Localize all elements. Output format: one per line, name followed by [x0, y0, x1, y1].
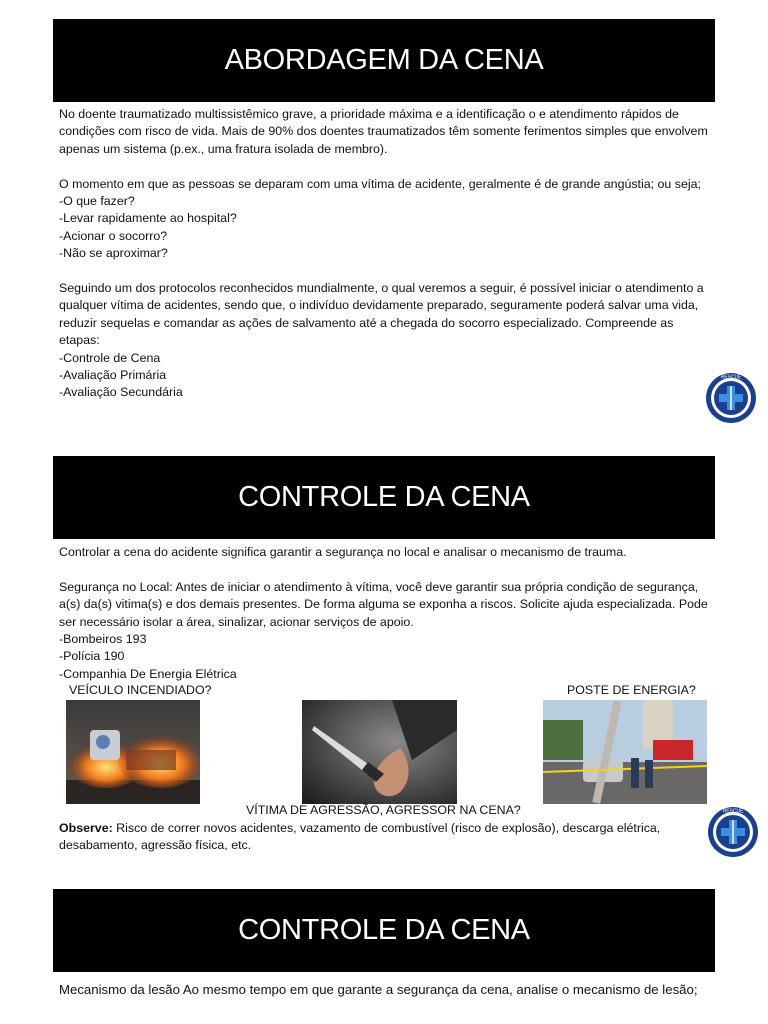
caption-pole: POSTE DE ENERGIA?	[567, 683, 696, 697]
section-title-text: CONTROLE DA CENA	[238, 914, 530, 946]
paragraph: Seguindo um dos protocolos reconhecidos mundialmente, o qual veremos a seguir, é possível iniciar o atendimento a qualquer vítima de acidentes, sendo que, o indivíduo devidamente preparado, seguramente poderá salvar uma vida, reduzir sequelas e comandar as ações de salvamento até a chegada do socorro especializado. Compreende as etapas:	[59, 281, 704, 348]
observe-paragraph	[59, 820, 707, 855]
caption-vehicle: VEÍCULO INCENDIADO?	[69, 683, 212, 697]
paragraph: Mecanismo da lesão Ao mesmo tempo em que garante a segurança da cena, analise o mecanismo de lesão;	[59, 982, 698, 997]
paragraph: Controlar a cena do acidente significa garantir a segurança no local e analisar o mecanismo de trauma.	[59, 545, 627, 559]
section-title-controle-2	[53, 889, 715, 972]
section1-body	[59, 106, 709, 402]
section3-body	[59, 981, 709, 1000]
section-title-text: CONTROLE DA CENA	[238, 481, 530, 513]
observe-label: Observe:	[59, 821, 113, 835]
rescue-logo	[705, 372, 757, 424]
list-item: -Companhia De Energia Elétrica	[59, 666, 237, 681]
list-item: -O que fazer?	[59, 194, 135, 209]
list-item: -Avaliação Secundária	[59, 385, 183, 400]
section-title-text: ABORDAGEM DA CENA	[224, 44, 544, 76]
list-item: -Acionar o socorro?	[59, 228, 168, 243]
list-item: -Controle de Cena	[59, 350, 161, 365]
knife-photo	[302, 700, 457, 804]
observe-note	[59, 820, 707, 855]
observe-text: Risco de correr novos acidentes, vazamento de combustível (risco de explosão), descarga elétrica, desabamento, agressão física, etc.	[59, 821, 661, 853]
list-item: -Avaliação Primária	[59, 368, 167, 383]
list-item: -Polícia 190	[59, 649, 125, 664]
paragraph: No doente traumatizado multissistêmico grave, a prioridade máxima e a identificação o e atendimento rápidos de condições com risco de vida. Mais de 90% dos doentes traumatizados têm somente ferimentos simples que envolvem apenas um sistema (p.ex., uma fratura isolada de membro).	[59, 107, 708, 156]
list-item: -Levar rapidamente ao hospital?	[59, 211, 237, 226]
section-title-abordagem	[53, 19, 715, 102]
section-title-controle	[53, 456, 715, 539]
paragraph: O momento em que as pessoas se deparam com uma vítima de acidente, geralmente é de grande angústia; ou seja;	[59, 176, 701, 191]
burning-vehicle-photo	[66, 700, 200, 804]
list-item: -Não se aproximar?	[59, 246, 168, 261]
logo-text: RESCUE	[722, 808, 744, 815]
logo-text: RESCUE	[720, 374, 742, 381]
fallen-pole-photo	[543, 700, 707, 804]
section2-body	[59, 544, 709, 683]
list-item: -Bombeiros 193	[59, 632, 147, 647]
rescue-logo	[707, 806, 759, 858]
paragraph: Segurança no Local: Antes de iniciar o atendimento à vítima, você deve garantir sua própria condição de segurança, a(s) da(s) vitima(s) e dos demais presentes. De forma alguma se exponha a riscos. Solicite ajuda especializada. Pode ser necessário isolar a área, sinalizar, acionar serviços de apoio.	[59, 579, 708, 629]
caption-aggression: VÍTIMA DE AGRESSÃO, AGRESSOR NA CENA?	[246, 803, 521, 817]
